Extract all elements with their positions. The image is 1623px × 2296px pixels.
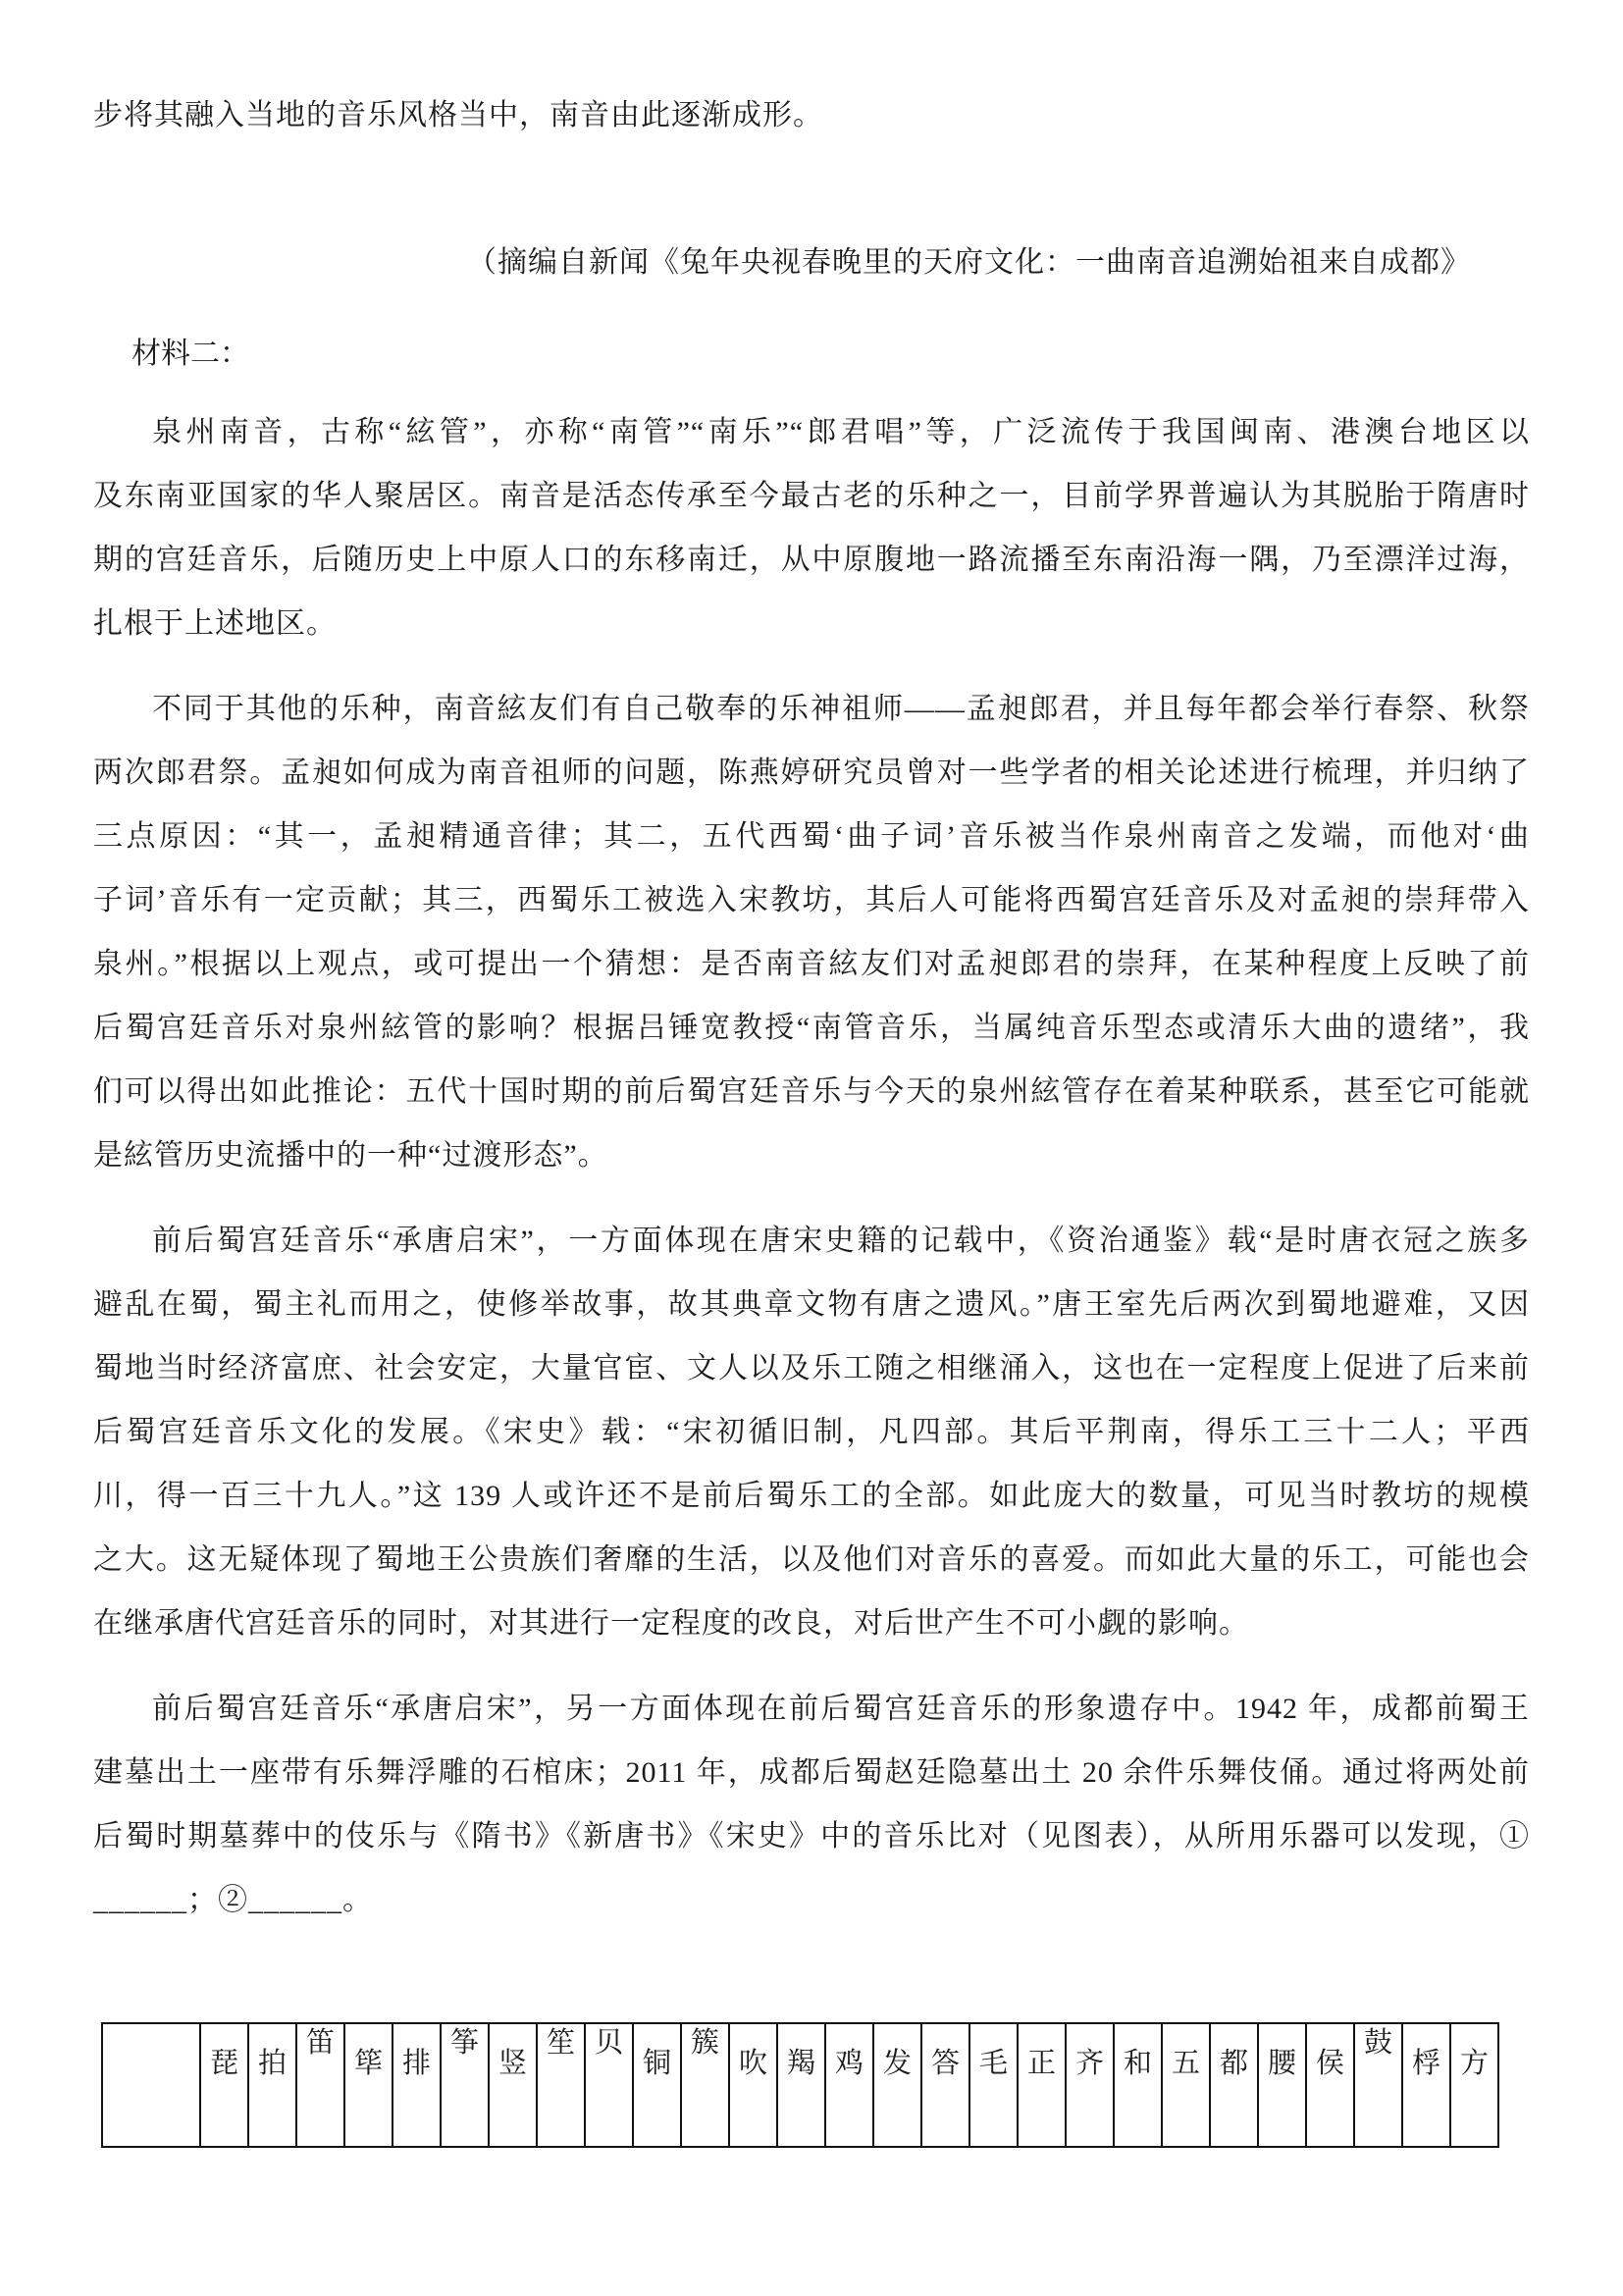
instrument-character: 齐 — [1074, 2048, 1104, 2079]
paragraph-line: 前后蜀宫廷音乐“承唐启宋”，另一方面体现在前后蜀宫廷音乐的形象遗存中。1942 年，成都前蜀王 — [152, 1693, 1530, 1725]
paragraph-line: 泉州南音，古称“絃管”，亦称“南管”“南乐”“郎君唱”等，广泛流传于我国闽南、港澳台地区以 — [152, 416, 1530, 448]
table-cell-instrument — [1450, 2023, 1498, 2147]
instrument-character: 都 — [1219, 2048, 1248, 2079]
paragraph — [93, 1209, 1530, 1655]
instrument-character: 簇 — [690, 2027, 719, 2059]
instrument-character: 铜 — [642, 2048, 671, 2079]
table-cell-instrument — [585, 2023, 633, 2147]
instrument-character: 笙 — [546, 2027, 575, 2059]
table-cell-instrument — [1306, 2023, 1354, 2147]
table-cell-instrument — [729, 2023, 777, 2147]
table-cell-instrument — [873, 2023, 921, 2147]
paragraph-line: 是絃管历史流播中的一种“过渡形态”。 — [93, 1139, 608, 1172]
instrument-character: 琵 — [209, 2048, 238, 2079]
opening-paragraph-tail: 步将其融入当地的音乐风格当中，南音由此逐渐成形。 — [93, 99, 823, 131]
table-cell-instrument — [1018, 2023, 1066, 2147]
table-cell-instrument — [921, 2023, 969, 2147]
paragraph-line: 避乱在蜀，蜀主礼而用之，使修举故事，故其典章文物有唐之遗风。”唐王室先后两次到蜀地避难，又因 — [93, 1288, 1530, 1321]
instrument-character: 腰 — [1267, 2048, 1296, 2079]
table-cell-instrument — [1162, 2023, 1210, 2147]
table-cell-instrument — [1402, 2023, 1450, 2147]
table-cell-instrument — [777, 2023, 825, 2147]
paragraph-line: 不同于其他的乐种，南音絃友们有自己敬奉的乐神祖师——孟昶郎君，并且每年都会举行春祭、秋祭 — [152, 693, 1530, 725]
instrument-comparison-table — [101, 2022, 1499, 2148]
instrument-header-row — [102, 2023, 1498, 2147]
paragraph-line: 及东南亚国家的华人聚居区。南音是活态传承至今最古老的乐种之一，目前学界普遍认为其脱胎于隋唐时 — [93, 480, 1530, 512]
table-cell-instrument — [633, 2023, 681, 2147]
paragraph-line: 子词’音乐有一定贡献；其三，西蜀乐工被选入宋教坊，其后人可能将西蜀宫廷音乐及对孟昶的崇拜带入 — [93, 884, 1530, 916]
paragraph — [93, 400, 1530, 655]
instrument-character: 毛 — [978, 2048, 1008, 2079]
instrument-character: 笛 — [305, 2027, 335, 2059]
table-cell-instrument — [681, 2023, 729, 2147]
instrument-character: 和 — [1123, 2048, 1152, 2079]
table-cell-instrument — [296, 2023, 344, 2147]
instrument-character: 贝 — [594, 2027, 623, 2059]
instrument-character: 五 — [1171, 2048, 1200, 2079]
instrument-character: 正 — [1026, 2048, 1056, 2079]
paragraph-line: 在继承唐代宫廷音乐的同时，对其进行一定程度的改良，对后世产生不可小觑的影响。 — [93, 1607, 1249, 1640]
instrument-character: 筝 — [449, 2027, 479, 2059]
instrument-character: 羯 — [786, 2048, 815, 2079]
instrument-character — [103, 2024, 199, 2048]
table-cell-instrument — [1258, 2023, 1306, 2147]
paragraph — [93, 1677, 1530, 1932]
instrument-character: 答 — [930, 2048, 960, 2079]
paragraph-line: 之大。这无疑体现了蜀地王公贵族们奢靡的生活，以及他们对音乐的喜爱。而如此大量的乐工，可能也会 — [93, 1543, 1530, 1576]
instrument-character: 竖 — [497, 2048, 527, 2079]
table-cell-instrument — [393, 2023, 441, 2147]
table-blank-cell — [102, 2023, 200, 2147]
paragraph-line: 两次郎君祭。孟昶如何成为南音祖师的问题，陈燕婷研究员曾对一些学者的相关论述进行梳理，并归纳了 — [93, 757, 1530, 789]
paragraph-line: ______；②______。 — [93, 1884, 373, 1916]
paragraph-line: 后蜀时期墓葬中的伎乐与《隋书》《新唐书》《宋史》中的音乐比对（见图表），从所用乐器可以发现，① — [93, 1820, 1530, 1852]
source-citation: （摘编自新闻《兔年央视春晚里的天府文化：一曲南音追溯始祖来自成都》 — [467, 246, 1471, 279]
table-cell-instrument — [248, 2023, 296, 2147]
instrument-character: 拍 — [257, 2048, 287, 2079]
instrument-character: 鼓 — [1363, 2027, 1392, 2059]
table-cell-instrument — [1354, 2023, 1402, 2147]
table-cell-instrument — [1114, 2023, 1162, 2147]
table-cell-instrument — [1066, 2023, 1114, 2147]
section-label-material-2: 材料二： — [131, 338, 249, 370]
paragraph-line: 期的宫廷音乐，后随历史上中原人口的东移南迁，从中原腹地一路流播至东南沿海一隅，乃至漂洋过海， — [93, 544, 1530, 576]
instrument-character: 方 — [1459, 2048, 1489, 2079]
paragraph-line: 们可以得出如此推论：五代十国时期的前后蜀宫廷音乐与今天的泉州絃管存在着某种联系，甚至它可能就 — [93, 1075, 1530, 1108]
table-cell-instrument — [1210, 2023, 1258, 2147]
paragraph-line: 建墓出土一座带有乐舞浮雕的石棺床；2011 年，成都后蜀赵廷隐墓出土 20 余件乐舞伎俑。通过将两处前 — [93, 1756, 1530, 1789]
paragraph-line: 蜀地当时经济富庶、社会安定，大量官宦、文人以及乐工随之相继涌入，这也在一定程度上促进了后来前 — [93, 1352, 1530, 1384]
instrument-character: 侯 — [1315, 2048, 1344, 2079]
paragraph-line: 泉州。”根据以上观点，或可提出一个猜想：是否南音絃友们对孟昶郎君的崇拜，在某种程度上反映了前 — [93, 948, 1530, 980]
paragraph-line: 川，得一百三十九人。”这 139 人或许还不是前后蜀乐工的全部。如此庞大的数量，可见当时教坊的规模 — [93, 1480, 1530, 1512]
table-cell-instrument — [537, 2023, 585, 2147]
instrument-character: 鸡 — [834, 2048, 864, 2079]
table-cell-instrument — [969, 2023, 1018, 2147]
instrument-character: 发 — [882, 2048, 912, 2079]
table-cell-instrument — [200, 2023, 248, 2147]
paragraph-line: 三点原因：“其一，孟昶精通音律；其二，五代西蜀‘曲子词’音乐被当作泉州南音之发端，而他对‘曲 — [93, 820, 1530, 853]
paragraph-line: 扎根于上述地区。 — [93, 607, 337, 640]
instrument-character: 桴 — [1411, 2048, 1440, 2079]
body-paragraphs — [93, 400, 1530, 1932]
paragraph-line: 后蜀宫廷音乐文化的发展。《宋史》载：“宋初循旧制，凡四部。其后平荆南，得乐工三十二人；平西 — [93, 1416, 1530, 1448]
table-cell-instrument — [441, 2023, 489, 2147]
table-cell-instrument — [489, 2023, 537, 2147]
instrument-character: 筚 — [353, 2048, 383, 2079]
paragraph-line: 后蜀宫廷音乐对泉州絃管的影响？根据吕锤宽教授“南管音乐，当属纯音乐型态或清乐大曲的遗绪”，我 — [93, 1012, 1530, 1044]
instrument-character: 排 — [401, 2048, 431, 2079]
paragraph — [93, 677, 1530, 1187]
table-cell-instrument — [344, 2023, 393, 2147]
paragraph-line: 前后蜀宫廷音乐“承唐启宋”，一方面体现在唐宋史籍的记载中，《资治通鉴》载“是时唐衣冠之族多 — [152, 1225, 1530, 1257]
instrument-character: 吹 — [738, 2048, 767, 2079]
table-cell-instrument — [825, 2023, 873, 2147]
